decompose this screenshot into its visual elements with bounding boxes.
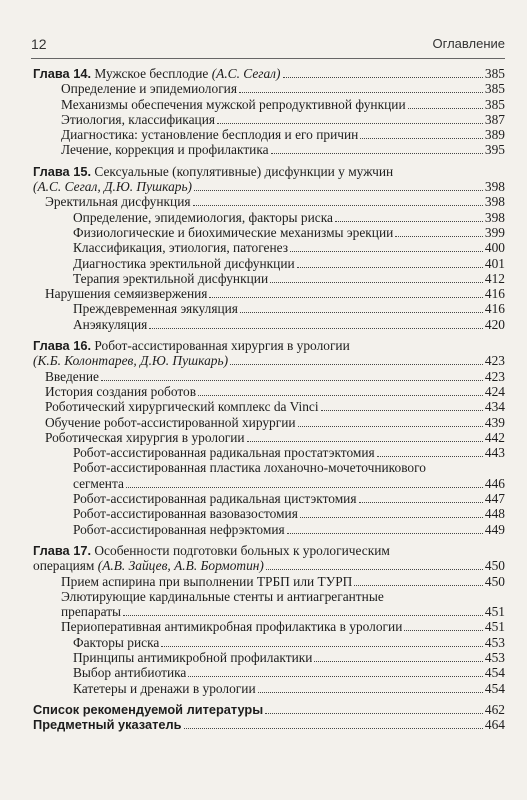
page-ref: 385 [484,96,505,112]
dot-leader [270,272,483,283]
page-ref: 423 [484,368,505,384]
dot-leader [335,211,483,222]
chapter-authors: (А.С. Сегал) [211,66,281,81]
toc-entry[interactable] [33,97,505,112]
entry-title: Физиологические и биохимические механизмы эрекции [73,224,394,240]
section-title: Роботическая хирургия в урологии [45,429,245,445]
chapter-17 [33,543,505,696]
dot-leader [359,492,483,503]
page-ref: 443 [484,445,505,461]
entry-title: Прием аспирина при выполнении ТРБП или ТУРП [61,573,353,589]
chapter-title: Робот-ассистированная хирургия в урологии [91,338,350,354]
page-ref: 424 [484,383,505,399]
dot-leader [395,226,483,237]
dot-leader [149,318,483,329]
dot-leader [360,128,483,139]
page-ref: 385 [484,81,505,97]
dot-leader [408,98,483,109]
chapter-label: Глава 17. [33,542,92,558]
page-ref: 447 [484,491,505,507]
section-title: Нарушения семяизвержения [45,286,208,302]
toc-chapter-line-2[interactable] [33,179,505,194]
page-ref: 462 [484,701,505,717]
toc-entry[interactable] [33,225,505,240]
page-ref: 446 [484,475,505,491]
page-ref: 412 [484,270,505,286]
index-title: Предметный указатель [33,717,182,733]
chapter-label: Глава 16. [33,338,92,354]
dot-leader [290,241,483,252]
page-header [0,0,527,60]
page-ref: 416 [484,301,505,317]
section-title: Обучение робот-ассистированной хирургии [45,414,296,430]
page-ref: 434 [484,399,505,415]
page-ref: 454 [484,680,505,696]
dot-leader [404,620,483,631]
toc-entry[interactable] [33,112,505,127]
dot-leader [354,575,483,586]
page-ref: 398 [484,209,505,225]
page-ref: 442 [484,429,505,445]
dot-leader [314,651,482,662]
toc-entry[interactable] [33,240,505,255]
entry-title: Робот-ассистированная радикальная цистэктомия [73,491,357,507]
page-ref: 451 [484,619,505,635]
dot-leader [321,400,483,411]
toc-entry[interactable] [33,619,505,634]
page-ref: 454 [484,665,505,681]
chapter-14 [33,66,505,158]
dot-leader [209,287,482,298]
page-ref: 453 [484,649,505,665]
page-ref: 420 [484,316,505,332]
page-ref: 464 [484,717,505,733]
entry-title: Терапия эректильной дисфункции [73,270,269,286]
dot-leader [240,302,483,313]
section-title: Роботический хирургический комплекс da Vinci [45,399,319,415]
section-title: Эректильная дисфункция [45,194,191,210]
section-title: История создания роботов [45,383,197,399]
toc-section[interactable] [33,430,505,445]
dot-leader [184,718,483,729]
entry-title: Лечение, коррекция и профилактика [61,142,269,158]
dot-leader [126,477,483,488]
entry-title: Этиология, классификация [61,111,216,127]
chapter-authors: (К.Б. Колонтарев, Д.Ю. Пушкарь) [33,353,229,369]
toc-section[interactable] [33,415,505,430]
page-ref: 387 [484,111,505,127]
entry-title: Анэякуляция [73,316,148,332]
entry-title: Классификация, этиология, патогенез [73,240,289,256]
entry-title: Определение и эпидемиология [61,81,238,97]
entry-title: Определение, эпидемиология, факторы риска [73,209,333,225]
toc-entry[interactable] [33,445,505,460]
entry-title: Периоперативная антимикробная профилактика в урологии [61,619,403,635]
chapter-16 [33,338,505,537]
entry-title-continued: препараты [61,604,122,620]
entry-title: Робот-ассистированная вазовазостомия [73,506,298,522]
dot-leader [198,385,483,396]
entry-title: Диагностика эректильной дисфункции [73,255,295,271]
page-ref: 399 [484,224,505,240]
toc-chapter-line[interactable] [33,543,505,558]
toc-chapter-line-2[interactable] [33,558,505,573]
toc-chapter-line[interactable] [33,338,505,353]
entry-title: Принципы антимикробной профилактики [73,649,313,665]
references-title: Список рекомендуемой литературы [33,701,264,717]
chapter-label: Глава 14. [33,66,92,81]
dot-leader [193,195,483,206]
entry-title: Диагностика: установление бесплодия и его причин [61,127,359,143]
entry-title: Робот-ассистированная пластика лоханочно-мочеточникового [73,460,426,476]
entry-title: Робот-ассистированная радикальная простатэктомия [73,445,375,461]
dot-leader [217,113,483,124]
dot-leader [101,370,483,381]
page-ref: 398 [484,194,505,210]
entry-title: Преждевременная эякуляция [73,301,238,317]
toc-subentry[interactable] [33,650,505,665]
page-ref: 451 [484,604,505,620]
entry-title: Робот-ассистированная нефрэктомия [73,521,285,537]
page-ref: 385 [484,66,505,81]
entry-title: Механизмы обеспечения мужской репродуктивной функции [61,96,406,112]
page-number: 12 [31,36,47,52]
toc-section[interactable] [33,399,505,414]
chapter-authors: (А.С. Сегал, Д.Ю. Пушкарь) [33,179,193,195]
toc-entry[interactable] [33,317,505,332]
dot-leader [297,257,483,268]
toc-section[interactable] [33,194,505,209]
toc-entry-wrap-line1[interactable] [33,589,505,604]
toc-entry-wrap-line2[interactable] [33,476,505,491]
toc-references[interactable] [33,702,505,717]
toc-index[interactable] [33,717,505,732]
page-ref: 400 [484,240,505,256]
page-ref: 449 [484,521,505,537]
dot-leader [161,636,483,647]
dot-leader [287,523,483,534]
entry-title: Выбор антибиотика [73,665,187,681]
table-of-contents [33,66,505,732]
dot-leader [230,354,483,365]
dot-leader [266,559,483,570]
dot-leader [377,446,483,457]
dot-leader [123,605,483,616]
page-ref: 423 [484,353,505,369]
toc-section[interactable] [33,384,505,399]
dot-leader [298,416,483,427]
page-ref: 401 [484,255,505,271]
toc-entry-wrap-line1[interactable] [33,460,505,475]
toc-entry[interactable] [33,81,505,96]
chapter-title-continued: операциям [33,558,98,574]
dot-leader [283,67,483,78]
dot-leader [265,703,483,714]
chapter-title: Сексуальные (копулятивные) дисфункции у мужчин [91,163,394,179]
toc-entry[interactable] [33,256,505,271]
dot-leader [188,666,483,677]
page-ref: 450 [484,573,505,589]
page-ref: 453 [484,634,505,650]
dot-leader [258,682,483,693]
toc-section[interactable] [33,286,505,301]
entry-title: Факторы риска [73,634,160,650]
toc-entry[interactable] [33,210,505,225]
header-rule [31,58,505,59]
toc-entry-wrap-line2[interactable] [33,604,505,619]
toc-subentry[interactable] [33,635,505,650]
chapter-title: Мужское бесплодие [91,66,212,81]
page-ref: 450 [484,558,505,574]
chapter-title: Особенности подготовки больных к урологическим [91,542,390,558]
dot-leader [239,82,483,93]
toc-subentry[interactable] [33,665,505,680]
section-title: Введение [45,368,99,384]
page-ref: 448 [484,506,505,522]
page-ref: 395 [484,142,505,158]
toc-chapter-line-2[interactable] [33,353,505,368]
dot-leader [271,143,483,154]
page-ref: 398 [484,179,505,195]
toc-entry[interactable] [33,574,505,589]
dot-leader [300,507,483,518]
toc-chapter-line[interactable] [33,66,505,81]
chapter-authors: (А.В. Зайцев, А.В. Бормотин) [97,558,264,574]
toc-subentry[interactable] [33,681,505,696]
toc-section[interactable] [33,369,505,384]
toc-entry[interactable] [33,506,505,521]
toc-entry[interactable] [33,491,505,506]
chapter-15 [33,164,505,332]
toc-entry[interactable] [33,301,505,316]
toc-entry[interactable] [33,127,505,142]
chapter-label: Глава 15. [33,163,92,179]
dot-leader [194,180,483,191]
page-ref: 389 [484,127,505,143]
toc-entry[interactable] [33,271,505,286]
running-head: Оглавление [432,36,505,51]
page-ref: 416 [484,286,505,302]
entry-title: Элютирующие кардинальные стенты и антиагрегантные [61,588,384,604]
entry-title-continued: сегмента [73,475,124,491]
entry-title: Катетеры и дренажи в урологии [73,680,256,696]
toc-chapter-line[interactable] [33,164,505,179]
toc-entry[interactable] [33,522,505,537]
dot-leader [247,431,483,442]
toc-entry[interactable] [33,142,505,157]
page-ref: 439 [484,414,505,430]
